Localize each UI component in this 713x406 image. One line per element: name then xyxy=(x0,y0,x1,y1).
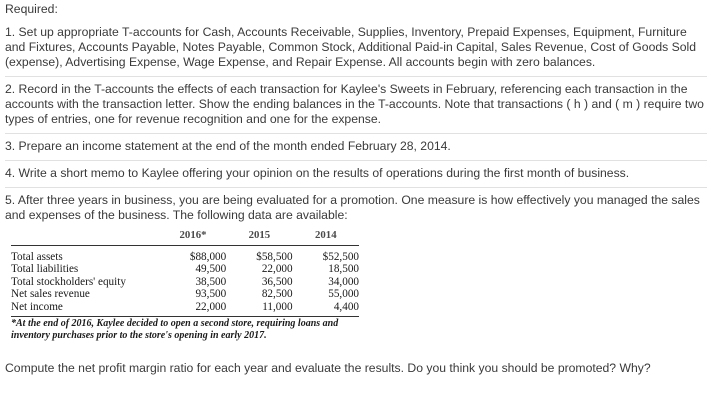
required-heading: Required: xyxy=(5,2,58,16)
table-row xyxy=(11,301,359,316)
header-blank xyxy=(11,227,160,245)
step-5: 5. After three years in business, you are being evaluated for a promotion. One measure is how effectively you managed the sales and expenses of the business. The following data are available: xyxy=(5,193,700,222)
header-year-2014: 2014 xyxy=(293,227,359,245)
cell-value: 36,500 xyxy=(261,275,293,288)
cell-value: 22,000 xyxy=(160,301,226,316)
header-year-2015: 2015 xyxy=(226,227,292,245)
step-1: 1. Set up appropriate T-accounts for Cash, Accounts Receivable, Supplies, Inventory, Prepaid Expenses, Equipment, Furniture and Fixtures, Accounts Payable, Notes Payable, Common Stock, Additional Paid-in Capital, Sales Revenue, Cost of Goods Sold (expense), Advertising Expense, Wage Expense, and Repair Expense. All accounts begin with zero balances. xyxy=(5,25,707,77)
cell-value: 4,400 xyxy=(293,301,359,316)
step-3: 3. Prepare an income statement at the end of the month ended February 28, 2014. xyxy=(5,139,707,161)
cell-value: 49,500 xyxy=(195,263,227,276)
row-label: Total assets xyxy=(11,250,63,263)
row-label: Total stockholders' equity xyxy=(11,275,126,288)
table-row xyxy=(11,276,359,289)
table-footnote: *At the end of 2016, Kaylee decided to open a second store, requiring loans and inventory purchases prior to the store's opening in early 2017. xyxy=(11,317,339,341)
cell-value: 93,500 xyxy=(195,288,227,301)
table-row xyxy=(11,245,359,263)
question-text: Compute the net profit margin ratio for each year and evaluate the results. Do you think you should be promoted? Why? xyxy=(5,360,651,375)
step-4: 4. Write a short memo to Kaylee offering your opinion on the results of operations during the first month of business. xyxy=(5,166,707,188)
row-label: Net income xyxy=(11,301,160,316)
cell-value: $88,000 xyxy=(189,250,227,263)
step-2: 2. Record in the T-accounts the effects of each transaction for Kaylee's Sweets in February, referencing each transaction in the accounts with the transaction letter. Show the ending balances in the T-accounts. Note that transactions ( h ) and ( m ) require two types of entries, one for revenue recognition and one for the expense. xyxy=(5,82,707,134)
cell-value: 38,500 xyxy=(195,275,227,288)
cell-value: 22,000 xyxy=(261,263,293,276)
row-label: Net sales revenue xyxy=(11,288,90,301)
financial-data-table xyxy=(11,227,359,342)
cell-value: 82,500 xyxy=(261,288,293,301)
cell-value: 11,000 xyxy=(226,301,292,316)
table-row xyxy=(11,263,359,276)
table-header-row xyxy=(11,227,359,245)
table-row xyxy=(11,288,359,301)
cell-value: 55,000 xyxy=(328,288,359,301)
header-year-2016: 2016* xyxy=(160,227,226,245)
cell-value: $52,500 xyxy=(322,250,359,263)
cell-value: $58,500 xyxy=(256,250,293,263)
cell-value: 18,500 xyxy=(328,263,359,276)
cell-value: 34,000 xyxy=(328,275,359,288)
row-label: Total liabilities xyxy=(11,263,79,276)
